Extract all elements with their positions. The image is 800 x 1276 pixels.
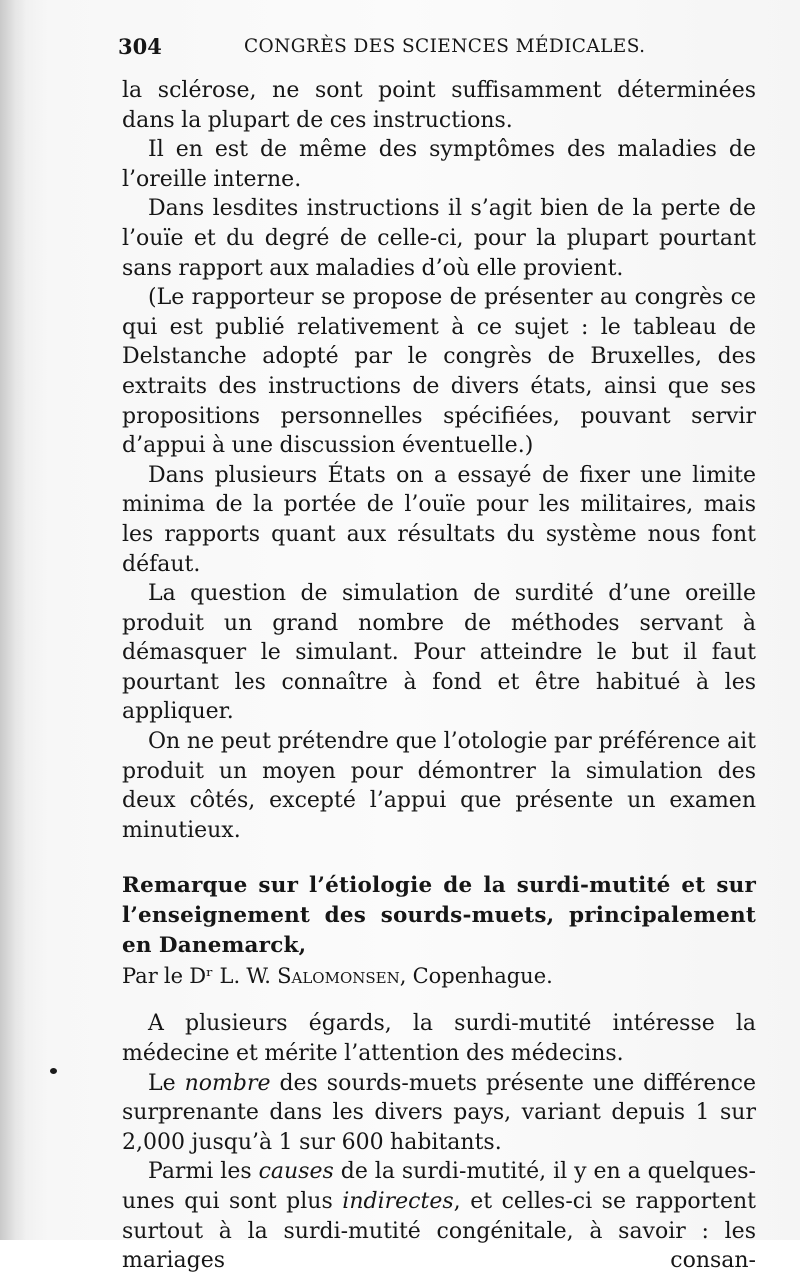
italic-term: nombre xyxy=(184,1070,271,1096)
ink-spot xyxy=(50,1068,57,1074)
byline-gap xyxy=(122,991,756,1009)
paragraph: On ne peut prétendre que l’otologie par préférence ait produit un moyen pour démontrer la simulation des deux côtés, excepté l’appui que présente un examen minutieux. xyxy=(122,729,756,843)
byline-author: Salomonsen xyxy=(277,964,400,989)
italic-term: causes xyxy=(258,1159,334,1185)
text-run: Le xyxy=(148,1070,185,1096)
byline-suffix: , Copenhague. xyxy=(399,964,553,989)
body-text xyxy=(122,76,756,1276)
page-header xyxy=(118,32,758,62)
paragraph: Dans plusieurs États on a essayé de fixer une limite minima de la portée de l’ouïe pour les militaires, mais les rapports quant aux résultats du système nous font défaut. xyxy=(122,462,756,577)
paragraph xyxy=(122,1069,756,1158)
paragraph: A plusieurs égards, la surdi-mutité intéresse la médecine et mérite l’attention des médecins. xyxy=(122,1011,756,1067)
text-run: , et celles-ci se rapportent surtout à la surdi-mutité congénitale, à savoir : les mariages consan- xyxy=(122,1189,756,1274)
italic-term: indirectes xyxy=(342,1189,454,1214)
running-head: CONGRÈS DES SCIENCES MÉDICALES. xyxy=(244,36,646,57)
text-run: de la surdi-mutité, il y en a quelques-unes qui sont plus xyxy=(122,1159,756,1214)
text-run: des sourds-muets présente une différence surprenante dans les divers pays, variant depuis 1 sur 2,000 jusqu’à 1 sur 600 habitants. xyxy=(122,1070,757,1155)
article-byline xyxy=(122,961,756,991)
paragraph xyxy=(122,1157,756,1275)
byline-prefix: Par le Dʳ L. W. xyxy=(122,964,278,989)
paragraph: la sclérose, ne sont point suffisamment déterminées dans la plupart de ces instructions. xyxy=(122,78,756,133)
binding-shadow xyxy=(0,0,26,1240)
paragraph: Il en est de même des symptômes des maladies de l’oreille interne. xyxy=(122,137,756,192)
paragraph: La question de simulation de surdité d’une oreille produit un grand nombre de méthodes servant à démasquer le simulant. Pour atteindre le but il faut pourtant les connaître à fond et être habitué à les appliquer. xyxy=(122,581,756,725)
paragraph: (Le rapporteur se propose de présenter au congrès ce qui est publié relativement à ce sujet : le tableau de Delstanche adopté par le congrès de Bruxelles, des extraits des instructions de divers états, ainsi que ses propositions personnelles spécifiées, pouvant servir d’appui à une discussion éventuelle.) xyxy=(122,285,756,459)
article-title: Remarque sur l’étiologie de la surdi-mutité et sur l’enseignement des sourds-muets, principalement en Danemarck, xyxy=(122,873,756,959)
paragraph: Dans lesdites instructions il s’agit bien de la perte de l’ouïe et du degré de celle-ci, pour la plupart pourtant sans rapport aux maladies d’où elle provient. xyxy=(122,196,756,281)
page-number: 304 xyxy=(118,34,162,59)
text-run: Parmi les xyxy=(148,1159,259,1185)
section-gap xyxy=(122,845,756,871)
